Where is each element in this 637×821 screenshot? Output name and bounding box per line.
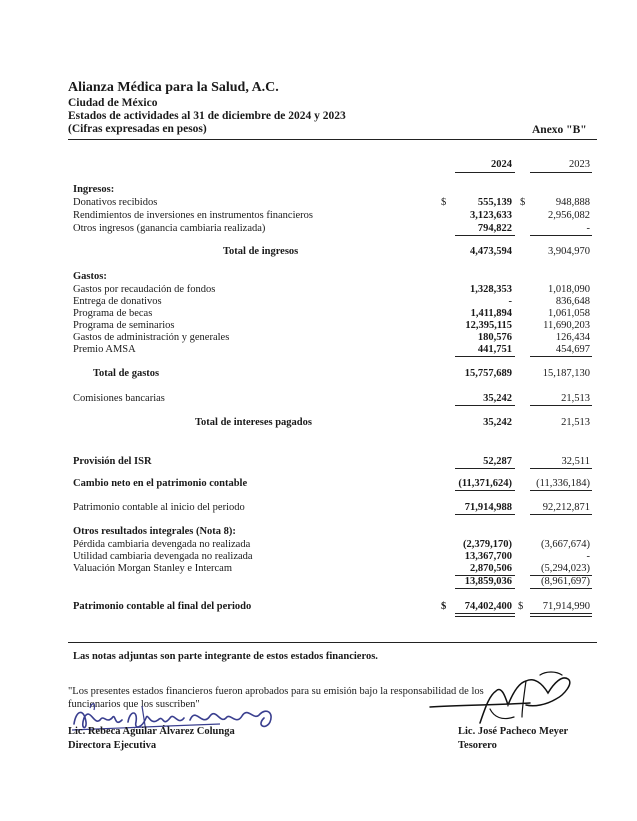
ingresos-row-2024: 794,822 xyxy=(477,223,512,234)
gastos-row-2023: 11,690,203 xyxy=(543,320,590,331)
comisiones-label: Comisiones bancarias xyxy=(73,393,165,404)
approval-statement-line1: "Los presentes estados financieros fueron aprobados para su emisión bajo la responsabilidad de los xyxy=(68,686,484,697)
footer-divider xyxy=(68,642,597,643)
ingresos-heading: Ingresos: xyxy=(73,184,115,195)
annex-label: Anexo "B" xyxy=(532,124,587,136)
gastos-row-2024: - xyxy=(508,296,512,307)
currency-sign: $ xyxy=(520,197,526,208)
ori-row-2023: (3,667,674) xyxy=(541,539,590,550)
ingresos-row-label: Donativos recibidos xyxy=(73,197,158,208)
ingresos-row-2023: 2,956,082 xyxy=(548,210,590,221)
currency-sign: $ xyxy=(441,197,447,208)
gastos-row-2024: 180,576 xyxy=(477,332,512,343)
cambio-neto-2023: (11,336,184) xyxy=(536,478,590,489)
isr-2024: 52,287 xyxy=(483,456,512,467)
gastos-row-2024: 12,395,115 xyxy=(465,320,512,331)
gastos-row-2024: 441,751 xyxy=(477,344,512,355)
patrimonio-inicio-2024: 71,914,988 xyxy=(464,502,512,513)
signer1-title: Directora Ejecutiva xyxy=(68,740,157,751)
ingresos-row-label: Otros ingresos (ganancia cambiaria realizada) xyxy=(73,223,266,234)
signer2-name: Lic. José Pacheco Meyer xyxy=(458,726,569,737)
column-2024: 2024 xyxy=(491,159,512,170)
patrimonio-final-2024: 74,402,400 xyxy=(464,601,512,612)
ingresos-row-2024: 3,123,633 xyxy=(470,210,512,221)
patrimonio-final-2023: 71,914,990 xyxy=(542,601,590,612)
currency-sign: $ xyxy=(518,601,524,612)
ori-heading: Otros resultados integrales (Nota 8): xyxy=(73,526,236,537)
statement-title: Estados de actividades al 31 de diciembre de 2024 y 2023 xyxy=(68,110,346,122)
ori-row-label: Pérdida cambiaria devengada no realizada xyxy=(73,539,251,550)
cambio-neto-label: Cambio neto en el patrimonio contable xyxy=(73,478,248,489)
ori-subtotal-2023: (8,961,697) xyxy=(541,576,590,587)
column-2023: 2023 xyxy=(569,159,590,170)
ori-row-2024: (2,379,170) xyxy=(463,539,512,550)
gastos-row-label: Entrega de donativos xyxy=(73,296,162,307)
ori-row-2024: 13,367,700 xyxy=(464,551,512,562)
ingresos-row-2023: - xyxy=(586,223,590,234)
comisiones-2023: 21,513 xyxy=(561,393,590,404)
gastos-row-2023: 454,697 xyxy=(555,344,590,355)
total-ingresos-label: Total de ingresos xyxy=(223,246,299,257)
gastos-row-2023: 836,648 xyxy=(555,296,590,307)
organization-name: Alianza Médica para la Salud, A.C. xyxy=(68,80,279,95)
city: Ciudad de México xyxy=(68,97,158,109)
patrimonio-final-label: Patrimonio contable al final del periodo xyxy=(73,601,252,612)
gastos-heading: Gastos: xyxy=(73,271,107,282)
total-gastos-2023: 15,187,130 xyxy=(542,368,590,379)
isr-label: Provisión del ISR xyxy=(73,456,152,467)
isr-2023: 32,511 xyxy=(561,456,590,467)
ingresos-row-2024: 555,139 xyxy=(477,197,512,208)
ori-row-label: Utilidad cambiaria devengada no realizada xyxy=(73,551,253,562)
approval-statement-line2: funcionarios que los suscriben" xyxy=(68,699,200,710)
gastos-row-label: Gastos por recaudación de fondos xyxy=(73,284,216,295)
gastos-row-label: Gastos de administración y generales xyxy=(73,332,230,343)
gastos-row-2024: 1,411,894 xyxy=(470,308,512,319)
signer2-title: Tesorero xyxy=(458,740,497,751)
total-gastos-label: Total de gastos xyxy=(93,368,160,379)
gastos-row-label: Programa de seminarios xyxy=(73,320,175,331)
ori-row-2023: - xyxy=(586,551,590,562)
gastos-row-2024: 1,328,353 xyxy=(470,284,512,295)
total-ingresos-2023: 3,904,970 xyxy=(548,246,590,257)
signer1-name: Lic. Rebeca Aguilar Álvarez Colunga xyxy=(68,726,235,737)
comisiones-2024: 35,242 xyxy=(483,393,512,404)
ori-row-2024: 2,870,506 xyxy=(470,563,512,574)
intereses-label: Total de intereses pagados xyxy=(195,417,312,428)
ori-subtotal-2024: 13,859,036 xyxy=(464,576,512,587)
intereses-2023: 21,513 xyxy=(561,417,590,428)
units-note: (Cifras expresadas en pesos) xyxy=(68,123,207,135)
patrimonio-inicio-2023: 92,212,871 xyxy=(542,502,590,513)
gastos-row-2023: 1,018,090 xyxy=(548,284,590,295)
gastos-row-label: Premio AMSA xyxy=(73,344,136,355)
ingresos-row-label: Rendimientos de inversiones en instrumentos financieros xyxy=(73,210,313,221)
currency-sign: $ xyxy=(441,601,447,612)
header-divider xyxy=(68,139,597,140)
notes-statement: Las notas adjuntas son parte integrante de estos estados financieros. xyxy=(73,651,378,662)
gastos-row-2023: 126,434 xyxy=(555,332,590,343)
ori-row-label: Valuación Morgan Stanley e Intercam xyxy=(73,563,233,574)
gastos-row-2023: 1,061,058 xyxy=(548,308,590,319)
total-ingresos-2024: 4,473,594 xyxy=(470,246,512,257)
cambio-neto-2024: (11,371,624) xyxy=(458,478,512,489)
total-gastos-2024: 15,757,689 xyxy=(464,368,512,379)
ori-row-2023: (5,294,023) xyxy=(541,563,590,574)
intereses-2024: 35,242 xyxy=(483,417,512,428)
gastos-row-label: Programa de becas xyxy=(73,308,153,319)
patrimonio-inicio-label: Patrimonio contable al inicio del periodo xyxy=(73,502,245,513)
ingresos-row-2023: 948,888 xyxy=(555,197,590,208)
